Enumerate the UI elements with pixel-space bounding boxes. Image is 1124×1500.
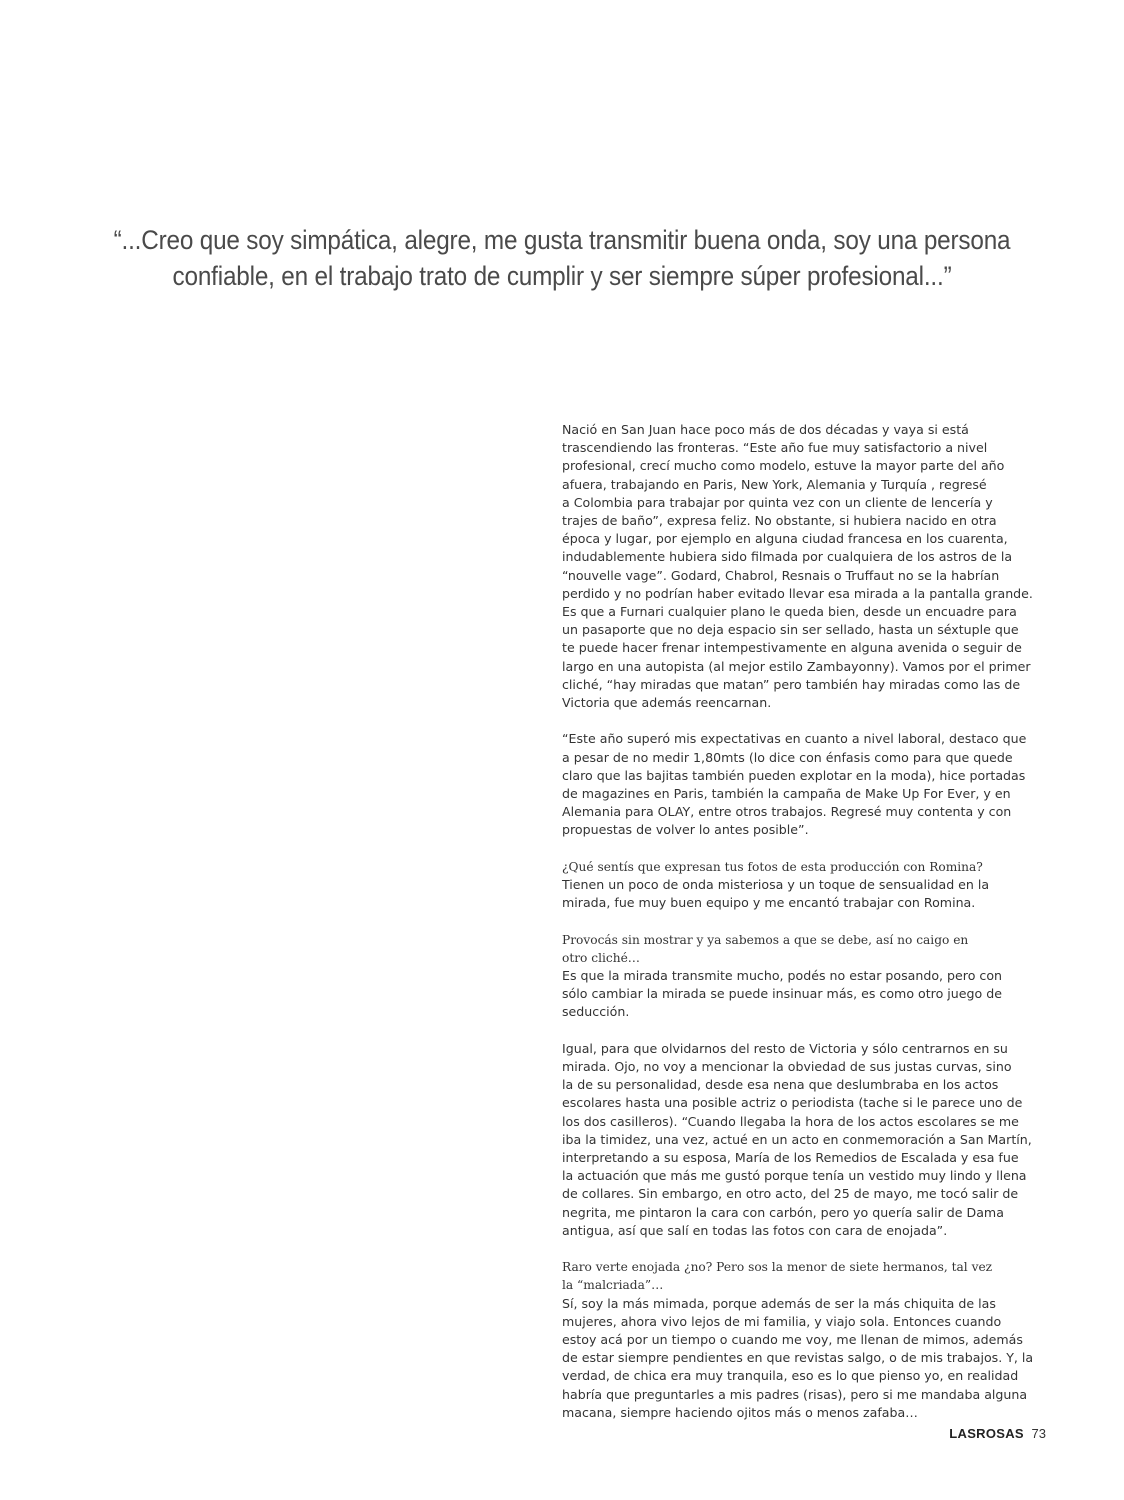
text-line: afuera, trabajando en Paris, New York, Alemania y Turquía , regresé bbox=[562, 476, 987, 492]
text-line: mujeres, ahora vivo lejos de mi familia, y viajo sola. Entonces cuando bbox=[562, 1313, 1002, 1329]
text-line: escolares hasta una posible actriz o periodista (tache si le parece uno de bbox=[562, 1095, 1023, 1111]
pull-quote-line-1: “...Creo que soy simpática, alegre, me gusta transmitir buena onda, soy una persona bbox=[113, 225, 1011, 255]
paragraph-quote bbox=[562, 730, 1062, 839]
text-line: seducción. bbox=[562, 1004, 630, 1020]
text-line: negrita, me pintaron la cara con carbón, pero yo quería salir de Dama bbox=[562, 1204, 1004, 1220]
text-line: de estar siempre pendientes en que revistas salgo, o de mis trabajos. Y, la bbox=[562, 1350, 1034, 1366]
page-footer bbox=[949, 1426, 1046, 1441]
text-line: de magazines en Paris, también la campaña de Make Up For Ever, y en bbox=[562, 786, 1011, 802]
text-line: sólo cambiar la mirada se puede insinuar más, es como otro juego de bbox=[562, 986, 1002, 1002]
text-line: Sí, soy la más mimada, porque además de ser la más chiquita de las bbox=[562, 1295, 996, 1311]
text-line: Raro verte enojada ¿no? Pero sos la menor de siete hermanos, tal vez bbox=[562, 1260, 993, 1275]
text-line: Igual, para que olvidarnos del resto de Victoria y sólo centrarnos en su bbox=[562, 1040, 1008, 1056]
text-line: Nació en San Juan hace poco más de dos décadas y vaya si está bbox=[562, 422, 969, 437]
question-answer-1 bbox=[562, 858, 1062, 913]
text-line: cliché, “hay miradas que matan” pero también hay miradas como las de bbox=[562, 676, 1021, 692]
text-line: Es que a Furnari cualquier plano le queda bien, desde un encuadre para bbox=[562, 604, 1017, 620]
text-line: claro que las bajitas también pueden explotar en la moda), hice portadas bbox=[562, 767, 1026, 783]
text-line: “Este año superó mis expectativas en cuanto a nivel laboral, destaco que bbox=[562, 731, 1027, 747]
paragraph-childhood bbox=[562, 1040, 1062, 1240]
question-answer-2 bbox=[562, 931, 1062, 1022]
question-3 bbox=[562, 1258, 1062, 1294]
question-1 bbox=[562, 858, 1062, 876]
text-line: trajes de baño”, expresa feliz. No obstante, si hubiera nacido en otra bbox=[562, 513, 997, 529]
text-line: ¿Qué sentís que expresan tus fotos de esta producción con Romina? bbox=[562, 859, 983, 874]
text-line: Provocás sin mostrar y ya sabemos a que se debe, así no caigo en bbox=[562, 932, 969, 947]
text-line: mirada. Ojo, no voy a mencionar la obviedad de sus justas curvas, sino bbox=[562, 1059, 1012, 1075]
text-line: propuestas de volver lo antes posible”. bbox=[562, 822, 809, 838]
text-line: “nouvelle vage”. Godard, Chabrol, Resnais o Truffaut no se la habrían bbox=[562, 567, 1000, 583]
text-line: un pasaporte que no deja espacio sin ser sellado, hasta un séxtuple que bbox=[562, 622, 1019, 638]
text-line: a pesar de no medir 1,80mts (lo dice con énfasis como para que quede bbox=[562, 749, 1013, 765]
text-line: antigua, así que salí en todas las fotos con cara de enojada”. bbox=[562, 1222, 948, 1238]
text-line: iba la timidez, una vez, actué en un acto en conmemoración a San Martín, bbox=[562, 1131, 1032, 1147]
text-line: la “malcriada”… bbox=[562, 1278, 664, 1293]
answer-2 bbox=[562, 967, 1062, 1022]
answer-1 bbox=[562, 876, 1062, 912]
text-line: la actuación que más me gustó porque tenía un vestido muy lindo y llena bbox=[562, 1168, 1027, 1184]
text-line: la de su personalidad, desde esa nena que deslumbraba en los actos bbox=[562, 1077, 999, 1093]
text-line: trascendiendo las fronteras. “Este año fue muy satisfactorio a nivel bbox=[562, 440, 988, 456]
question-answer-3 bbox=[562, 1258, 1062, 1422]
text-line: verdad, de chica era muy tranquila, eso es lo que pienso yo, en realidad bbox=[562, 1368, 1019, 1384]
text-line: Alemania para OLAY, entre otros trabajos. Regresé muy contenta y con bbox=[562, 804, 1012, 820]
pull-quote bbox=[60, 222, 1064, 294]
text-line: perdido y no podrían haber evitado llevar esa mirada a la pantalla grande. bbox=[562, 585, 1033, 601]
text-line: indudablemente hubiera sido filmada por cualquiera de los astros de la bbox=[562, 549, 1013, 565]
text-line: Tienen un poco de onda misteriosa y un toque de sensualidad en la bbox=[562, 877, 990, 893]
text-line: interpretando a su esposa, María de los Remedios de Escalada y esa fue bbox=[562, 1150, 1019, 1166]
text-line: te puede hacer frenar intempestivamente en alguna avenida o seguir de bbox=[562, 640, 1022, 656]
text-line: estoy acá por un tiempo o cuando me voy, me llenan de mimos, además bbox=[562, 1332, 1023, 1348]
text-line: de collares. Sin embargo, en otro acto, del 25 de mayo, me tocó salir de bbox=[562, 1186, 1019, 1202]
text-line: habría que preguntarles a mis padres (risas), pero si me mandaba alguna bbox=[562, 1386, 1028, 1402]
text-line: profesional, crecí mucho como modelo, estuve la mayor parte del año bbox=[562, 458, 1005, 474]
text-line: largo en una autopista (al mejor estilo Zambayonny). Vamos por el primer bbox=[562, 658, 1031, 674]
text-line: época y lugar, por ejemplo en alguna ciudad francesa en los cuarenta, bbox=[562, 531, 1008, 547]
question-2 bbox=[562, 931, 1062, 967]
article-body bbox=[562, 421, 1062, 1440]
page-number: 73 bbox=[1031, 1426, 1046, 1441]
text-line: macana, siempre haciendo ojitos más o menos zafaba… bbox=[562, 1404, 918, 1420]
text-line: a Colombia para trabajar por quinta vez con un cliente de lencería y bbox=[562, 494, 993, 510]
pull-quote-line-2: confiable, en el trabajo trato de cumplir y ser siempre súper profesional...” bbox=[172, 261, 952, 291]
text-line: los dos casilleros). “Cuando llegaba la hora de los actos escolares se me bbox=[562, 1113, 1019, 1129]
answer-3 bbox=[562, 1295, 1062, 1422]
text-line: Es que la mirada transmite mucho, podés no estar posando, pero con bbox=[562, 968, 1003, 984]
text-line: otro cliché… bbox=[562, 950, 640, 965]
text-line: mirada, fue muy buen equipo y me encantó trabajar con Romina. bbox=[562, 895, 976, 911]
magazine-brand: LASROSAS bbox=[949, 1426, 1024, 1441]
paragraph-intro bbox=[562, 421, 1062, 712]
text-line: Victoria que además reencarnan. bbox=[562, 695, 772, 711]
